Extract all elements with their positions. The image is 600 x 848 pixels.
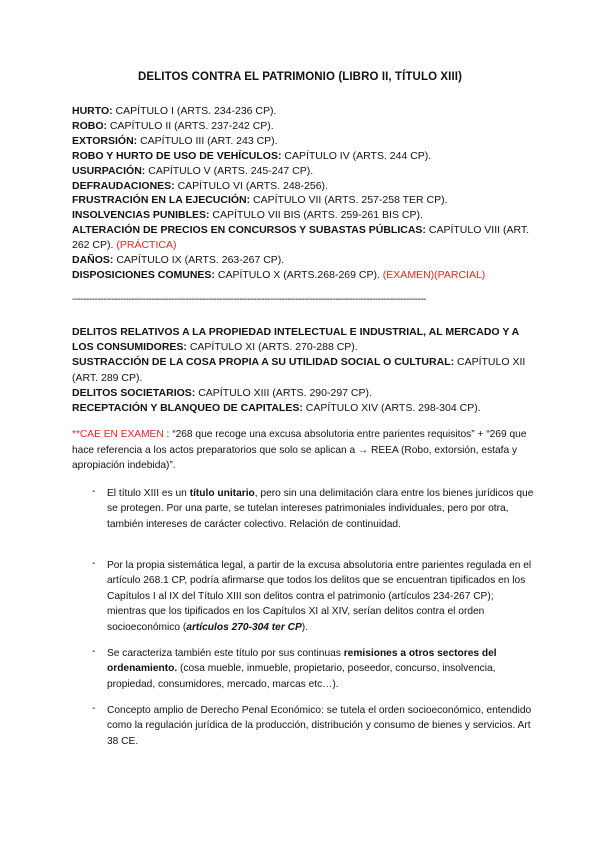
chapter-detail: CAPÍTULO IX (ARTS. 263-267 CP). xyxy=(113,254,285,267)
bullet-text xyxy=(107,558,535,635)
bullet-text-part: Se caracteriza también este título por sus continuas xyxy=(107,648,344,659)
exam-note-text: : “268 que recoge una excusa absolutoria entre parientes requisitos” + “269 que hace referencia a los actos preparatorios que solo se aplican a → REEA (Robo, extorsión, estafa y apropiación indebida)”. xyxy=(72,429,527,471)
bullet-emphasis: remisiones a otros sectores del ordenamiento. xyxy=(107,648,497,675)
chapter-name: DELITOS RELATIVOS A LA PROPIEDAD INTELECTUAL E INDUSTRIAL, AL MERCADO Y A LOS CONSUMIDORES: xyxy=(72,326,519,354)
separator-line: ----------------------------------------------------------------------------------------------------------------------------- xyxy=(72,294,426,305)
chapter-name: DEFRAUDACIONES: xyxy=(72,179,175,192)
exam-note xyxy=(72,427,532,474)
chapter-line xyxy=(72,223,542,253)
chapter-line xyxy=(72,149,542,164)
socioeconomic-chapter-list xyxy=(72,325,542,416)
bullet-text-part: Por la propia sistemática legal, a partir de la excusa absolutoria entre parientes regulada en el artículo 268.1 CP, podría afirmarse que todos los delitos que se encuentran tipificados en los Capítulos I al IX del Título XIII son delitos contra el patrimonio (artículos 234-267 CP); mientras que los tipificados en los Capítulos XI al XIV, serían delitos contra el orden socioeconómico ( xyxy=(107,560,532,633)
chapter-line xyxy=(72,193,542,208)
chapter-detail: CAPÍTULO XIII (ARTS. 290-297 CP). xyxy=(195,386,372,399)
bullet-text xyxy=(107,646,535,692)
chapter-line xyxy=(72,325,542,355)
chapter-line xyxy=(72,253,542,268)
chapter-line xyxy=(72,104,542,119)
chapter-name: USURPACIÓN: xyxy=(72,164,146,177)
chapter-line xyxy=(72,386,542,401)
chapter-name: DISPOSICIONES COMUNES: xyxy=(72,268,215,281)
chapter-detail: CAPÍTULO VII BIS (ARTS. 259-261 BIS CP). xyxy=(209,209,423,222)
chapter-detail: CAPÍTULO VIII (ART. 262 CP). xyxy=(72,224,530,252)
chapter-detail: CAPÍTULO XI (ARTS. 270-288 CP). xyxy=(186,341,358,354)
bullet-dash: - xyxy=(92,558,96,569)
chapter-name: HURTO: xyxy=(72,105,113,117)
chapter-detail: CAPÍTULO X (ARTS.268-269 CP). xyxy=(214,268,380,281)
chapter-name: DELITOS SOCIETARIOS: xyxy=(72,386,196,399)
chapter-line xyxy=(72,401,542,416)
bullet-text-part: (cosa mueble, inmueble, propietario, poseedor, concurso, insolvencia, propiedad, consumidores, mercado, marcas etc…). xyxy=(107,663,496,690)
bullet-emphasis: título unitario xyxy=(189,488,255,499)
document-title: DELITOS CONTRA EL PATRIMONIO (LIBRO II, TÍTULO XIII) xyxy=(138,71,462,83)
chapter-line xyxy=(72,179,542,194)
bullet-text: Concepto amplio de Derecho Penal Económico: se tutela el orden socioeconómico, entendido como la regulación jurídica de la producción, distribución y consumo de bienes y servicios. Art 38 CE. xyxy=(107,705,532,747)
practice-tag: (PRÁCTICA) xyxy=(113,239,177,252)
exam-tag: (EXAMEN)(PARCIAL) xyxy=(379,268,486,281)
chapter-detail: CAPÍTULO V (ARTS. 245-247 CP). xyxy=(145,164,314,177)
chapter-detail: CAPÍTULO VI (ARTS. 248-256). xyxy=(174,179,328,192)
chapter-detail: CAPÍTULO III (ART. 243 CP). xyxy=(137,134,278,147)
chapter-name: ALTERACIÓN DE PRECIOS EN CONCURSOS Y SUBASTAS PÚBLICAS: xyxy=(72,224,426,237)
chapter-line xyxy=(72,208,542,223)
chapter-detail: CAPÍTULO XII (ART. 289 CP). xyxy=(72,356,526,384)
bullet-text-part: , pero sin una delimitación clara entre los bienes jurídicos que se protegen. Por una parte, se tutelan intereses patrimoniales individuales, pero por otra, también intereses de carácter colectivo. Relación de continuidad. xyxy=(107,488,534,530)
exam-note-highlight: **CAE EN EXAMEN xyxy=(72,429,164,440)
chapter-detail: CAPÍTULO I (ARTS. 234-236 CP). xyxy=(112,105,277,117)
chapter-line xyxy=(72,268,542,283)
chapter-name: SUSTRACCIÓN DE LA COSA PROPIA A SU UTILIDAD SOCIAL O CULTURAL: xyxy=(72,356,455,369)
chapter-name: RECEPTACIÓN Y BLANQUEO DE CAPITALES: xyxy=(72,402,303,415)
chapter-list xyxy=(72,104,542,283)
bullet-dash: - xyxy=(92,486,96,497)
bullet-text-part: ). xyxy=(301,621,309,633)
bullet-dash: - xyxy=(92,646,96,657)
chapter-name: INSOLVENCIAS PUNIBLES: xyxy=(72,209,210,222)
chapter-name: FRUSTRACIÓN EN LA EJECUCIÓN: xyxy=(72,194,251,207)
chapter-name: ROBO Y HURTO DE USO DE VEHÍCULOS: xyxy=(72,149,282,162)
chapter-name: EXTORSIÓN: xyxy=(72,134,138,147)
bullet-text-part: El título XIII es un xyxy=(107,488,190,499)
chapter-line xyxy=(72,355,542,385)
chapter-name: DAÑOS: xyxy=(72,254,114,267)
bullet-emphasis: artículos 270-304 ter CP xyxy=(186,621,302,633)
chapter-detail: CAPÍTULO VII (ARTS. 257-258 TER CP). xyxy=(250,194,448,207)
chapter-detail: CAPÍTULO IV (ARTS. 244 CP). xyxy=(281,149,432,162)
bullet-text xyxy=(107,486,535,532)
chapter-name: ROBO: xyxy=(72,119,107,132)
chapter-detail: CAPÍTULO XIV (ARTS. 298-304 CP). xyxy=(302,402,481,415)
chapter-detail: CAPÍTULO II (ARTS. 237-242 CP). xyxy=(107,119,274,132)
chapter-line xyxy=(72,164,542,179)
chapter-line xyxy=(72,134,542,149)
bullet-dash: - xyxy=(92,703,96,714)
chapter-line xyxy=(72,119,542,134)
